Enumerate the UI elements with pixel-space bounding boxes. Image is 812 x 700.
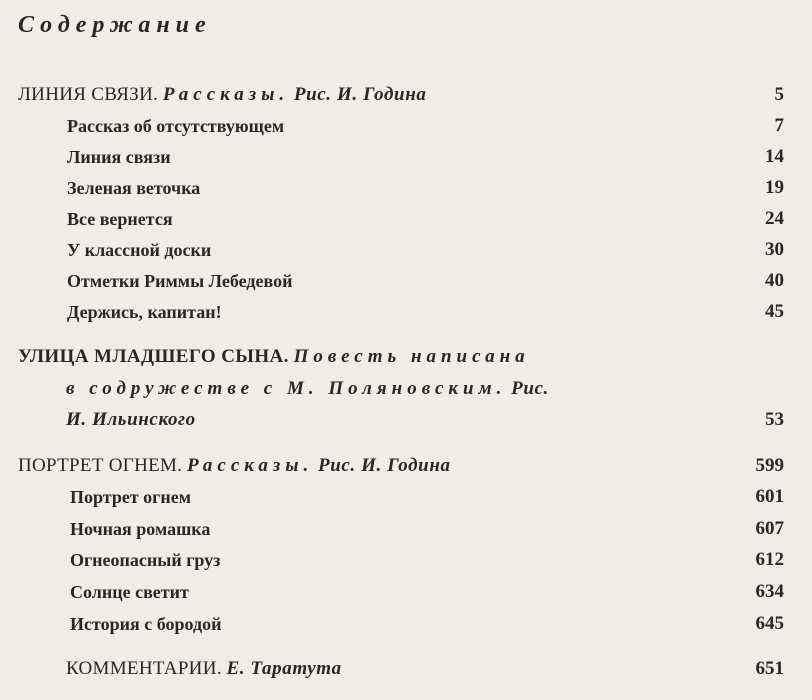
toc-entry [0,266,812,296]
toc-entry [0,204,812,234]
section-title: УЛИЦА МЛАДШЕГО СЫНА. [18,346,289,367]
toc-entry [0,577,812,607]
page-title: Содержание [18,12,212,38]
toc-entry [0,173,812,203]
section-illustrator: Рис. И. Година [293,84,427,105]
section-illustrator: И. Ильинского [66,409,196,430]
entry-title: Все вернется [67,209,173,229]
entry-title: Держись, капитан! [67,302,222,322]
entry-title: Ночная ромашка [70,519,211,539]
section-header-portret [0,451,812,481]
toc-entry [0,482,812,512]
entry-title: Солнце светит [70,582,189,602]
page-number: 53 [765,409,784,430]
section-author: Е. Таратута [226,658,342,679]
section-header-liniya-svyazi [0,80,812,110]
page-number: 599 [755,455,784,476]
entry-title: История с бородой [70,614,222,634]
entry-title: Рассказ об отсутствующем [67,116,285,136]
page-number: 30 [765,239,784,260]
section-header-ulitsa [0,342,812,372]
page-number: 5 [774,84,784,105]
entry-title: Отметки Риммы Лебедевой [67,271,293,291]
section-header-ulitsa-line2 [0,374,812,404]
entry-title: У классной доски [67,240,212,260]
page-number: 607 [755,518,784,539]
section-genre: Рассказы. [162,84,290,105]
page-number: 40 [765,270,784,291]
toc-entry [0,514,812,544]
section-title: ЛИНИЯ СВЯЗИ. [18,84,159,105]
section-title: ПОРТРЕТ ОГНЕМ. [18,455,183,476]
toc-entry [0,609,812,639]
toc-entry [0,545,812,575]
page-number: 7 [774,115,784,136]
section-header-ulitsa-line3 [0,405,812,435]
page-number: 14 [765,146,784,167]
page-number: 24 [765,208,784,229]
section-genre: Рассказы. [187,455,314,476]
page-number: 19 [765,177,784,198]
page-number: 601 [755,486,784,507]
entry-title: Линия связи [67,147,171,167]
toc-entry [0,142,812,172]
section-genre: Повесть написана [293,346,530,367]
section-header-kommentarii [0,654,812,684]
section-coauthor: в содружестве с М. Поляновским. [66,378,507,399]
section-illustration-label: Рис. [511,378,549,399]
toc-entry [0,111,812,141]
page-number: 651 [755,658,784,679]
entry-title: Огнеопасный груз [70,550,221,570]
page-number: 612 [755,549,784,570]
toc-entry [0,235,812,265]
entry-title: Портрет огнем [70,487,191,507]
section-title: КОММЕНТАРИИ. [66,658,222,679]
toc-entry [0,297,812,327]
section-illustrator: Рис. И. Година [318,455,451,476]
page-number: 45 [765,301,784,322]
page-number: 645 [755,613,784,634]
page-number: 634 [755,581,784,602]
entry-title: Зеленая веточка [67,178,201,198]
